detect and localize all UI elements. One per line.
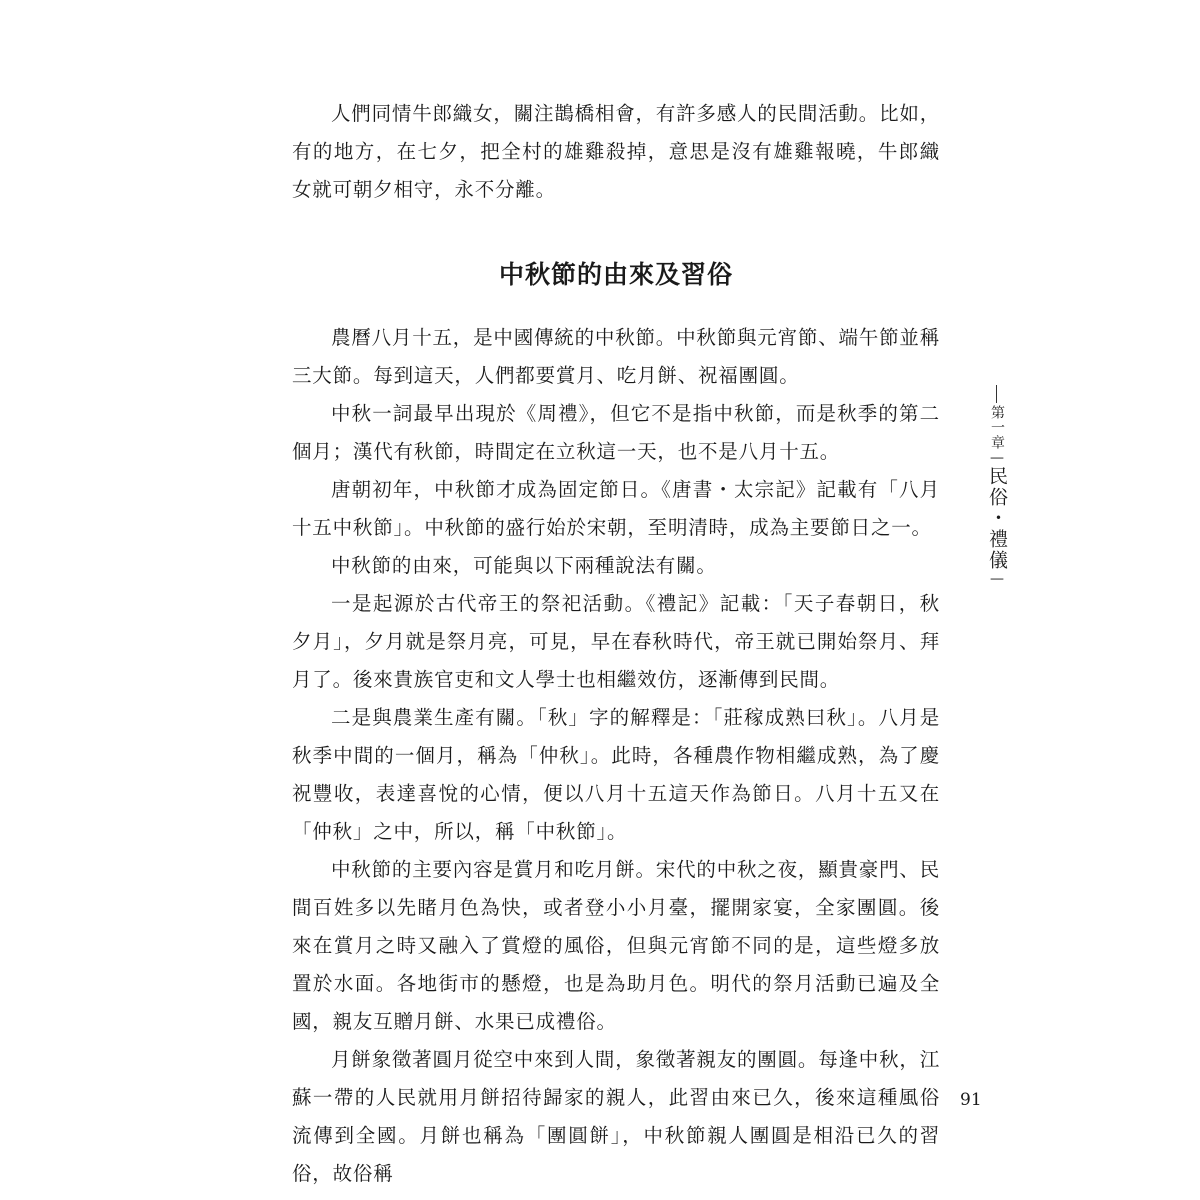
paragraph-7: 中秋節的主要內容是賞月和吃月餅。宋代的中秋之夜，顯貴豪門、民間百姓多以先睹月色為快，或者登小小月臺，擺開家宴，全家團圓。後來在賞月之時又融入了賞燈的風俗，但與元宵節不同的是，這些燈多放置於水面。各地街市的懸燈，也是為助月色。明代的祭月活動已遍及全國，親友互贈月餅、水果已成禮俗。 (292, 858, 941, 1033)
chapter-number: 第一章 (989, 405, 1005, 450)
chapter-name: 民俗・禮儀 (986, 466, 1008, 571)
chapter-separator: — (989, 450, 1005, 466)
paragraph-5: 一是起源於古代帝王的祭祀活動。《禮記》記載：「天子春朝日，秋夕月」，夕月就是祭月亮，可見，早在春秋時代，帝王就已開始祭月、拜月了。後來貴族官吏和文人學士也相繼效仿，逐漸傳到民間。 (292, 592, 940, 691)
paragraph-8: 月餅象徵著圓月從空中來到人間，象徵著親友的團圓。每逢中秋，江蘇一帶的人民就用月餅招待歸家的親人，此習由來已久，後來這種風俗流傳到全國。月餅也稱為「團圓餅」，中秋節親人團圓是相沿已久的習俗，故俗稱 (292, 1048, 941, 1185)
section-title: 中秋節的由來及習俗 (498, 260, 733, 289)
chapter-end-rule: — (989, 571, 1005, 587)
paragraph-3: 唐朝初年，中秋節才成為固定節日。《唐書・太宗記》記載有「八月十五中秋節」。中秋節的盛行始於宋朝，至明清時，成為主要節日之一。 (292, 478, 940, 539)
paragraph-2: 中秋一詞最早出現於《周禮》，但它不是指中秋節，而是秋季的第二個月；漢代有秋節，時間定在立秋這一天，也不是八月十五。 (292, 402, 940, 463)
page-number: 91 (960, 1090, 982, 1110)
paragraph-4: 中秋節的由來，可能與以下兩種說法有關。 (331, 554, 717, 577)
side-vertical-text (975, 405, 1019, 625)
main-text-column (292, 95, 940, 1193)
paragraph-1: 農曆八月十五，是中國傳統的中秋節。中秋節與元宵節、端午節並稱三大節。每到這天，人們都要賞月、吃月餅、祝福團圓。 (292, 326, 941, 387)
chapter-side-label (975, 385, 1019, 625)
intro-paragraph: 人們同情牛郎織女，關注鵲橋相會，有許多感人的民間活動。比如，有的地方，在七夕，把全村的雄雞殺掉，意思是沒有雄雞報曉，牛郎織女就可朝夕相守，永不分離。 (292, 102, 941, 201)
paragraph-6: 二是與農業生產有關。「秋」字的解釋是：「莊稼成熟曰秋」。八月是秋季中間的一個月，稱為「仲秋」。此時，各種農作物相繼成熟，為了慶祝豐收，表達喜悅的心情，便以八月十五這天作為節日。八月十五又在「仲秋」之中，所以，稱「中秋節」。 (292, 706, 940, 843)
side-rule-top (996, 385, 997, 403)
